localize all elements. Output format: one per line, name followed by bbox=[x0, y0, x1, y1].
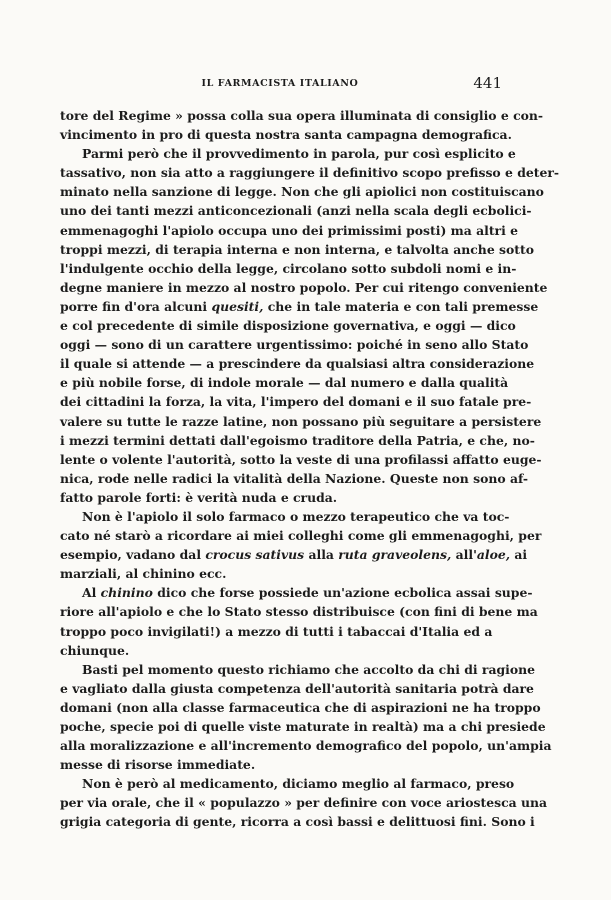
text-line: esempio, vadano dal crocus sativus alla ruta graveolens, all'aloe, ai bbox=[60, 547, 528, 563]
text-line: poche, specie poi di quelle viste maturate in realtà) ma a chi presiede bbox=[60, 719, 546, 734]
text-line: uno dei tanti mezzi anticoncezionali (anzi nella scala degli ecbolici- bbox=[60, 203, 532, 219]
text-line: Parmi però che il provvedimento in parola, pur così esplicito e bbox=[82, 146, 516, 162]
text-line: grigia categoria di gente, ricorra a così bassi e delittuosi fini. Sono i bbox=[60, 814, 535, 830]
text-line: minato nella sanzione di legge. Non che gli apiolici non costituiscano bbox=[60, 184, 544, 200]
body-text bbox=[60, 106, 560, 832]
page-number: 441 bbox=[473, 74, 502, 92]
text-line: emmenagoghi l'apiolo occupa uno dei primissimi posti) ma altri e bbox=[60, 222, 518, 238]
text-line: Non è però al medicamento, diciamo meglio al farmaco, preso bbox=[82, 776, 515, 792]
text-line: messe di risorse immediate. bbox=[60, 757, 256, 773]
text-line: il quale si attende — a prescindere da qualsiasi altra considerazione bbox=[60, 356, 535, 372]
text-line: tore del Regime » possa colla sua opera illuminata di consiglio e con- bbox=[60, 108, 544, 123]
text-line: l'indulgente occhio della legge, circolano sotto subdoli nomi e in- bbox=[60, 260, 517, 276]
text-line: e vagliato dalla giusta competenza dell'autorità sanitaria potrà dare bbox=[60, 680, 534, 696]
text-line: e col precedente di simile disposizione governativa, e oggi — dico bbox=[60, 318, 516, 334]
text-line: degne maniere in mezzo al nostro popolo. Per cui ritengo conveniente bbox=[60, 279, 548, 295]
text-line: valere su tutte le razze latine, non possano più seguitare a persistere bbox=[60, 413, 542, 429]
text-line: Al chinino dico che forse possiede un'azione ecbolica assai supe- bbox=[82, 585, 533, 601]
text-line: i mezzi termini dettati dall'egoismo traditore della Patria, e che, no- bbox=[60, 432, 535, 448]
text-line: vincimento in pro di questa nostra santa campagna demografica. bbox=[60, 127, 512, 143]
text-line: oggi — sono di un carattere urgentissimo: poiché in seno allo Stato bbox=[60, 337, 529, 353]
text-line: cato né starò a ricordare ai miei colleghi come gli emmenagoghi, per bbox=[60, 528, 542, 544]
text-line: Basti pel momento questo richiamo che accolto da chi di ragione bbox=[82, 661, 536, 677]
text-line: nica, rode nelle radici la vitalità della Nazione. Queste non sono af- bbox=[60, 470, 529, 486]
text-line: marziali, al chinino ecc. bbox=[60, 566, 227, 582]
text-line: troppi mezzi, di terapia interna e non interna, e talvolta anche sotto bbox=[60, 241, 534, 257]
running-title: IL FARMACISTA ITALIANO bbox=[201, 78, 359, 89]
text-line: domani (non alla classe farmaceutica che di aspirazioni ne ha troppo bbox=[60, 699, 541, 715]
text-line: per via orale, che il « populazzo » per definire con voce ariostesca una bbox=[60, 795, 547, 811]
text-line: alla moralizzazione e all'incremento demografico del popolo, un'ampia bbox=[60, 738, 552, 754]
text-line: tassativo, non sia atto a raggiungere il definitivo scopo prefisso e deter- bbox=[60, 165, 560, 181]
text-line: riore all'apiolo e che lo Stato stesso distribuisce (con fini di bene ma bbox=[60, 604, 538, 620]
text-line: lente o volente l'autorità, sotto la veste di una profilassi affatto euge- bbox=[60, 451, 542, 467]
text-line: dei cittadini la forza, la vita, l'impero del domani e il suo fatale pre- bbox=[60, 394, 532, 410]
text-line: fatto parole forti: è verità nuda e cruda. bbox=[60, 489, 338, 505]
text-line: Non è l'apiolo il solo farmaco o mezzo terapeutico che va toc- bbox=[82, 508, 510, 524]
text-line: e più nobile forse, di indole morale — dal numero e dalla qualità bbox=[60, 375, 509, 391]
text-line: troppo poco invigilati!) a mezzo di tutti i tabaccai d'Italia ed a bbox=[60, 623, 493, 639]
text-line: chiunque. bbox=[60, 642, 130, 658]
text-line: porre fin d'ora alcuni quesiti, che in tale materia e con tali premesse bbox=[60, 298, 539, 314]
page-header bbox=[60, 74, 500, 94]
